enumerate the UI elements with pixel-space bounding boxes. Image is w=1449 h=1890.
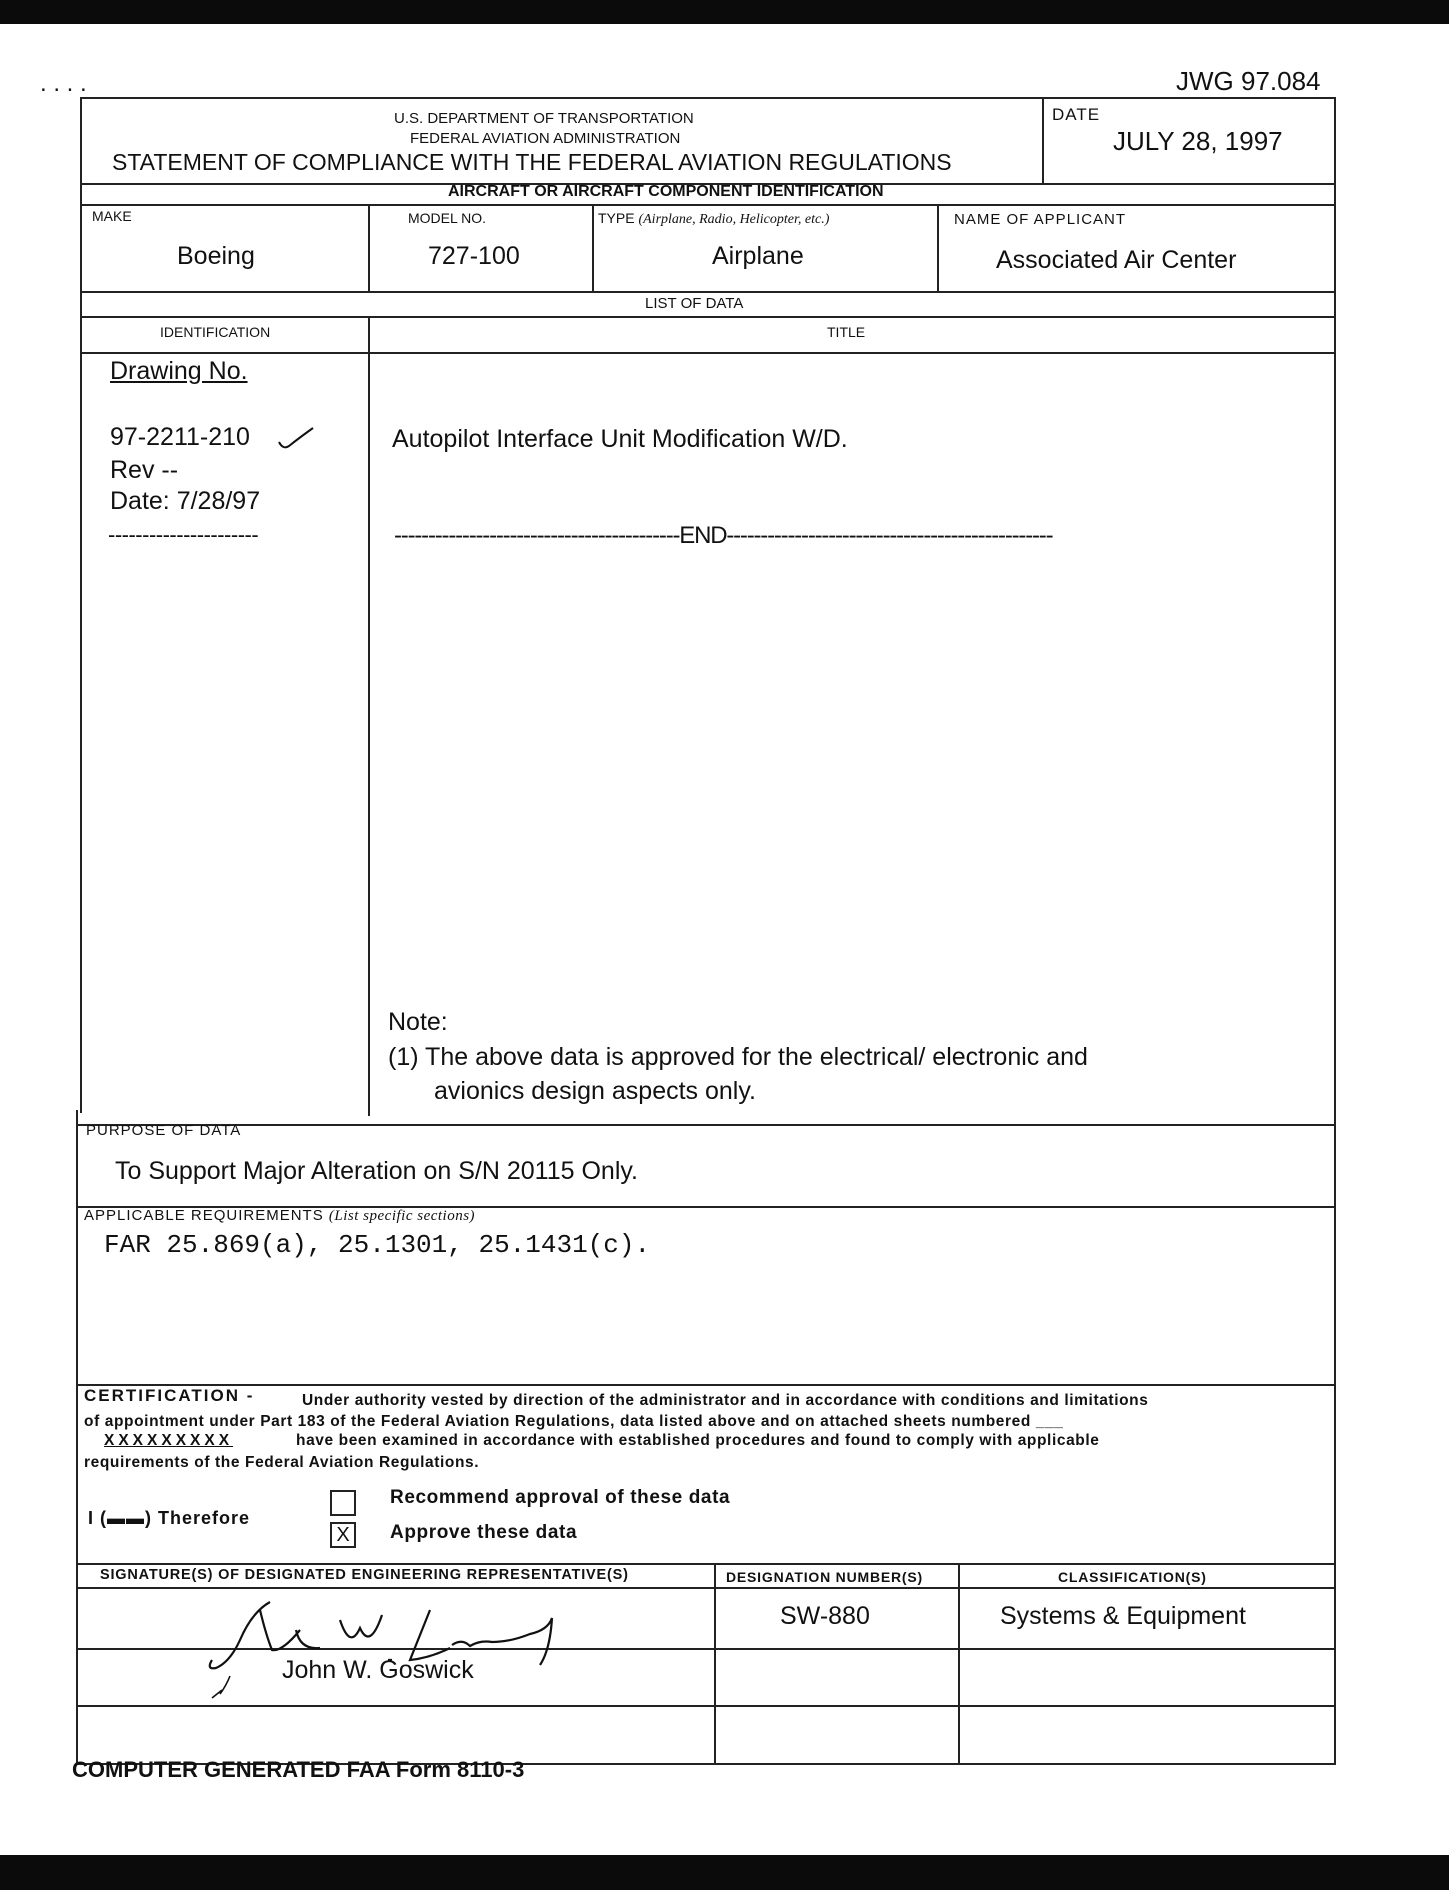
signature-header-top-rule	[78, 1563, 1336, 1565]
note-line-1: (1) The above data is approved for the electrical/ electronic and	[388, 1043, 1088, 1071]
department-name: U.S. DEPARTMENT OF TRANSPORTATION	[394, 110, 694, 127]
requirements-label-text: APPLICABLE REQUIREMENTS	[84, 1207, 324, 1224]
signature-designation-divider	[714, 1563, 716, 1765]
identification-section-title: AIRCRAFT OR AIRCRAFT COMPONENT IDENTIFICATION	[448, 183, 884, 200]
classification-column-header: CLASSIFICATION(S)	[1058, 1569, 1207, 1585]
identification-title-rule	[80, 204, 1336, 206]
designation-column-header: DESIGNATION NUMBER(S)	[726, 1569, 923, 1585]
end-marker: ------------------------------------------END------------------------------------------------	[394, 522, 1053, 549]
requirements-value: FAR 25.869(a), 25.1301, 25.1431(c).	[104, 1230, 651, 1260]
certification-line-2: of appointment under Part 183 of the Federal Aviation Regulations, data listed above and on attached sheets numbered ___	[84, 1413, 1064, 1430]
certification-top-rule	[78, 1384, 1336, 1386]
form-footer: COMPUTER GENERATED FAA Form 8110-3	[72, 1757, 525, 1782]
list-header-rule	[80, 352, 1336, 354]
make-value: Boeing	[177, 242, 255, 270]
certification-line-1: Under authority vested by direction of the administrator and in accordance with conditions and limitations	[302, 1392, 1149, 1409]
model-label: MODEL NO.	[408, 210, 487, 226]
requirements-label	[84, 1207, 475, 1225]
requirements-hint: (List specific sections)	[328, 1208, 476, 1224]
form-left-border-upper	[80, 97, 82, 1113]
applicant-label: NAME OF APPLICANT	[954, 211, 1127, 228]
approve-data-label: Approve these data	[390, 1522, 578, 1543]
type-value: Airplane	[712, 242, 804, 270]
model-value: 727-100	[428, 242, 520, 270]
form-right-border	[1334, 97, 1336, 1765]
certification-sheets: XXXXXXXXX	[104, 1432, 234, 1449]
purpose-label: PURPOSE OF DATA	[86, 1122, 242, 1139]
check-mark-icon	[277, 424, 317, 454]
scan-bottom-border	[0, 1855, 1449, 1890]
certification-label: CERTIFICATION -	[84, 1386, 255, 1405]
list-column-divider	[368, 316, 370, 1116]
type-label-text: TYPE	[598, 210, 635, 226]
purpose-top-rule	[78, 1124, 1336, 1126]
identification-column-header: IDENTIFICATION	[160, 324, 271, 340]
model-type-divider	[592, 204, 594, 292]
title-column-header: TITLE	[827, 324, 866, 340]
form-left-border-lower	[76, 1110, 78, 1765]
applicant-value: Associated Air Center	[996, 246, 1237, 274]
therefore-text: I (▬▬) Therefore	[88, 1508, 251, 1528]
note-line-2: avionics design aspects only.	[434, 1077, 756, 1105]
revision: Rev --	[110, 456, 179, 484]
scan-specks: . . . .	[40, 70, 87, 97]
approve-data-checkbox[interactable]: X	[330, 1522, 356, 1548]
drawing-number-label: Drawing No.	[110, 357, 248, 385]
designation-number: SW-880	[780, 1602, 870, 1630]
form-top-border	[80, 97, 1336, 99]
certification-line-3: have been examined in accordance with established procedures and found to comply with applicable	[296, 1432, 1100, 1449]
type-label	[598, 210, 829, 228]
form-title: STATEMENT OF COMPLIANCE WITH THE FEDERAL AVIATION REGULATIONS	[112, 149, 952, 175]
identification-bottom-rule	[80, 291, 1336, 293]
signature-row2-rule	[78, 1705, 1336, 1707]
date-label: DATE	[1052, 105, 1101, 124]
purpose-value: To Support Major Alteration on S/N 20115 Only.	[115, 1157, 638, 1185]
drawing-date: Date: 7/28/97	[110, 487, 261, 515]
drawing-number: 97-2211-210	[110, 423, 250, 451]
recommend-approval-checkbox[interactable]	[330, 1490, 356, 1516]
date-cell-divider	[1042, 97, 1044, 183]
list-title-rule	[80, 316, 1336, 318]
type-applicant-divider	[937, 204, 939, 292]
classification-value: Systems & Equipment	[1000, 1602, 1246, 1630]
agency-name: FEDERAL AVIATION ADMINISTRATION	[410, 130, 681, 147]
signer-name: John W. Goswick	[282, 1656, 474, 1684]
make-label: MAKE	[92, 208, 132, 224]
note-label: Note:	[388, 1008, 448, 1036]
signature-header-bottom-rule	[78, 1587, 1336, 1589]
document-reference: JWG 97.084	[1176, 66, 1321, 96]
type-hint: (Airplane, Radio, Helicopter, etc.)	[638, 212, 830, 227]
date-value: JULY 28, 1997	[1113, 126, 1283, 156]
identification-end-dashes: ----------------------	[108, 522, 259, 547]
scan-top-border	[0, 0, 1449, 24]
signature-column-header: SIGNATURE(S) OF DESIGNATED ENGINEERING REPRESENTATIVE(S)	[100, 1567, 629, 1583]
recommend-approval-label: Recommend approval of these data	[390, 1487, 731, 1508]
data-entry-title: Autopilot Interface Unit Modification W/D.	[392, 425, 848, 453]
certification-line-4: requirements of the Federal Aviation Regulations.	[84, 1454, 480, 1471]
designation-classification-divider	[958, 1563, 960, 1765]
make-model-divider	[368, 204, 370, 292]
list-of-data-title: LIST OF DATA	[645, 295, 744, 312]
